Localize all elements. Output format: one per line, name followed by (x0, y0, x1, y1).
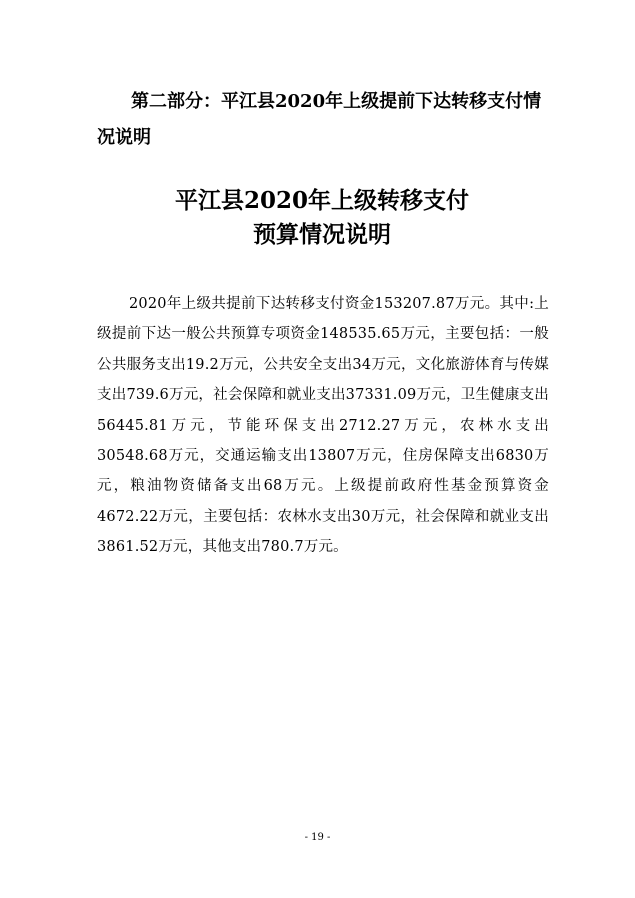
document-title-line-1: 平江县2020年上级转移支付 (174, 187, 469, 214)
document-title (97, 184, 547, 252)
document-title-line-2: 预算情况说明 (253, 221, 391, 248)
page-number: - 19 - (304, 832, 331, 843)
section-heading: 第二部分：平江县2020年上级提前下达转移支付情况说明 (97, 91, 542, 148)
body-paragraph: 2020年上级共提前下达转移支付资金153207.87万元。其中:上级提前下达一般公共预算专项资金148535.65万元，主要包括：一般公共服务支出19.2万元，公共安全支出34万元，文化旅游体育与传媒支出739.6万元，社会保障和就业支出37331.09万元，卫生健康支出56445.81万元，节能环保支出2712.27万元，农林水支出30548.68万元，交通运输支出13807万元，住房保障支出6830万元，粮油物资储备支出68万元。上级提前政府性基金预算资金4672.22万元，主要包括：农林水支出30万元，社会保障和就业支出3861.52万元，其他支出780.7万元。 (97, 296, 549, 556)
